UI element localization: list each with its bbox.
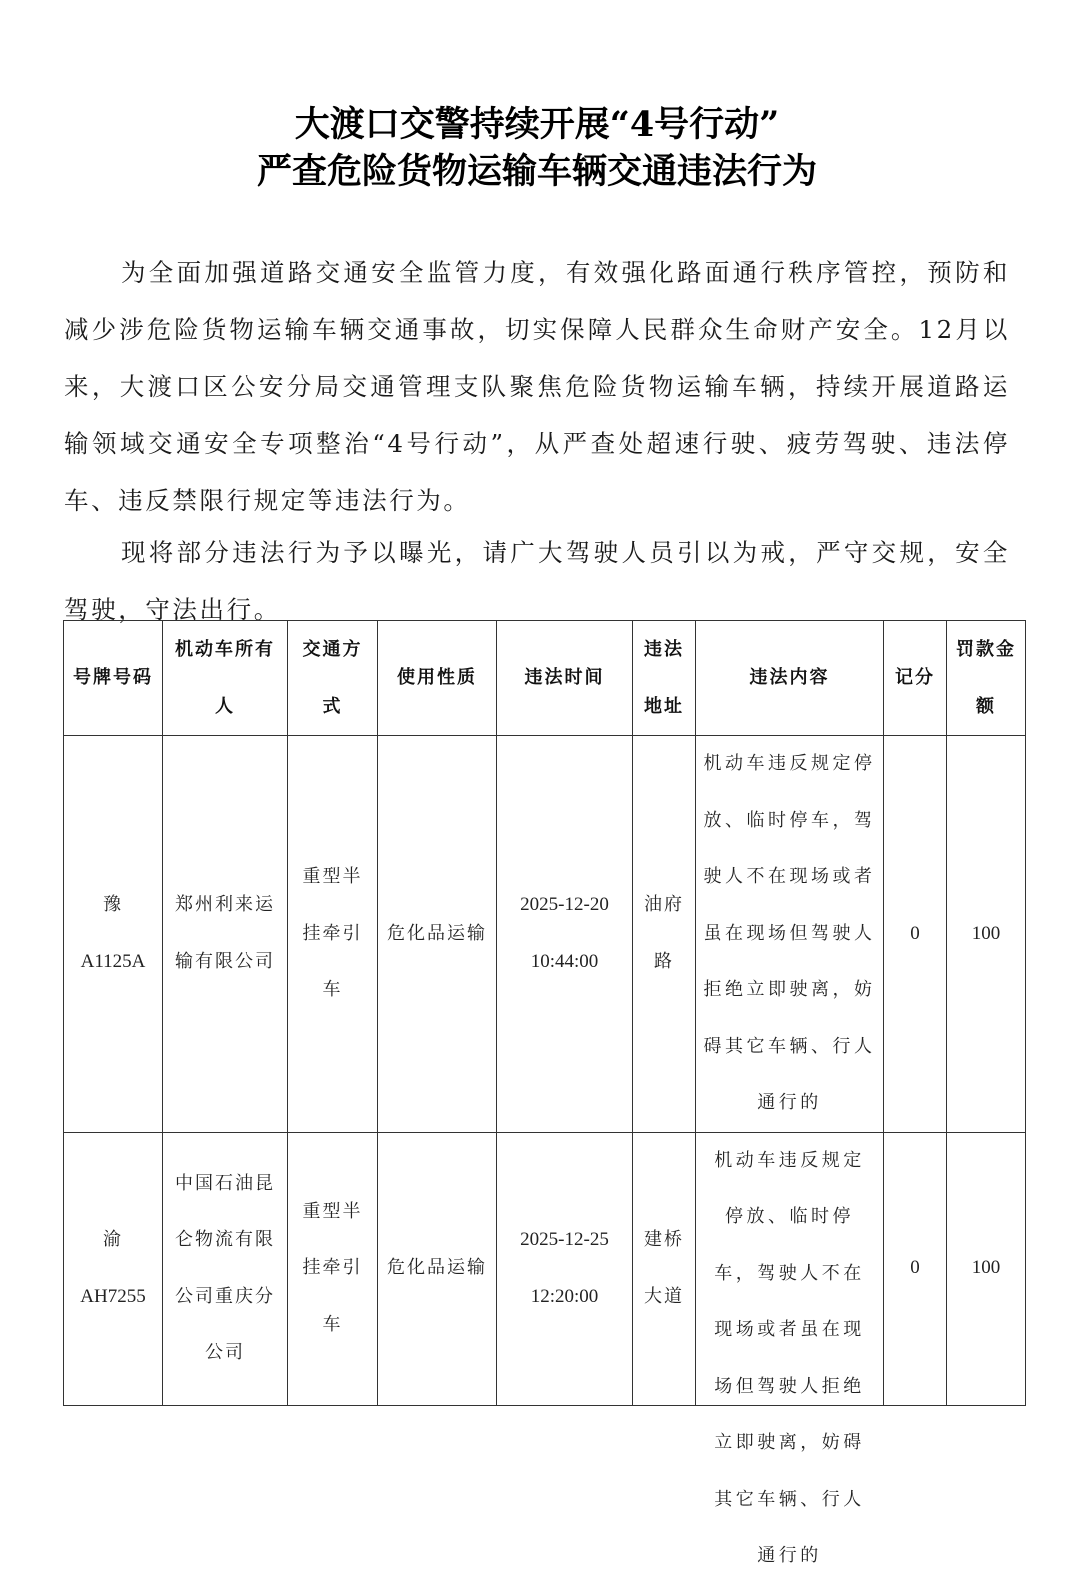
- plate-cell: [64, 1132, 163, 1405]
- content-cell: [696, 1132, 884, 1566]
- plate-number: A1125A: [80, 950, 146, 972]
- table-header-row: [64, 621, 1026, 736]
- header-points: 记分: [884, 621, 947, 736]
- plate-region: 豫: [103, 894, 123, 916]
- violation-time: 10:44:00: [530, 950, 599, 972]
- header-plate: 号牌号码: [64, 621, 163, 736]
- header-owner: 机动车所有人: [163, 621, 288, 736]
- usage-cell: 危化品运输: [378, 1132, 497, 1405]
- header-usage: 使用性质: [378, 621, 497, 736]
- content-text: 机动车违反规定停放、临时停车，驾驶人不在现场或者虽在现场但驾驶人拒绝立即驶离，妨碍其它车辆、行人通行的: [714, 1149, 865, 1566]
- points-cell: 0: [884, 736, 947, 1133]
- intro-paragraph: 为全面加强道路交通安全监管力度，有效强化路面通行秩序管控，预防和减少涉危险货物运输车辆交通事故，切实保障人民群众生命财产安全。12月以来，大渡口区公安分局交通管理支队聚焦危险货物运输车辆，持续开展道路运输领域交通安全专项整治“4号行动”，从严查处超速行驶、疲劳驾驶、违法停车、违反禁限行规定等违法行为。: [64, 257, 1010, 515]
- header-fine: 罚款金额: [947, 621, 1026, 736]
- table-row: [64, 1132, 1026, 1405]
- owner-cell: 中国石油昆仑物流有限公司重庆分公司: [163, 1132, 288, 1405]
- violation-date: 2025-12-20: [520, 894, 609, 916]
- owner-cell: 郑州利来运输有限公司: [163, 736, 288, 1133]
- plate-cell: [64, 736, 163, 1133]
- header-location: 违法地址: [633, 621, 696, 736]
- content-cell: 机动车违反规定停放、临时停车，驾驶人不在现场或者虽在现场但驾驶人拒绝立即驶离，妨碍其它车辆、行人通行的: [696, 736, 884, 1133]
- points-cell: 0: [884, 1132, 947, 1405]
- header-time: 违法时间: [497, 621, 633, 736]
- vehicle-type-cell: 重型半挂牵引车: [288, 1132, 378, 1405]
- title-line-2: 严查危险货物运输车辆交通违法行为: [256, 151, 817, 193]
- title-line-1: 大渡口交警持续开展“4号行动”: [294, 104, 780, 146]
- vehicle-type-cell: 重型半挂牵引车: [288, 736, 378, 1133]
- violation-time: 12:20:00: [530, 1285, 599, 1307]
- table-row: [64, 736, 1026, 1133]
- time-cell: [497, 1132, 633, 1405]
- content-clip: [696, 1133, 883, 1566]
- location-cell: 建桥大道: [633, 1132, 696, 1405]
- location-cell: 油府路: [633, 736, 696, 1133]
- time-cell: [497, 736, 633, 1133]
- warning-paragraph: 现将部分违法行为予以曝光，请广大驾驶人员引以为戒，严守交规，安全驾驶，守法出行。: [64, 537, 1010, 624]
- fine-cell: 100: [947, 736, 1026, 1133]
- plate-number: AH7255: [80, 1285, 146, 1307]
- usage-cell: 危化品运输: [378, 736, 497, 1133]
- fine-cell: 100: [947, 1132, 1026, 1405]
- header-content: 违法内容: [696, 621, 884, 736]
- violations-table: [63, 620, 1026, 1566]
- violation-date: 2025-12-25: [520, 1229, 609, 1250]
- plate-region: 渝: [103, 1229, 123, 1250]
- header-vehicle-type: 交通方式: [288, 621, 378, 736]
